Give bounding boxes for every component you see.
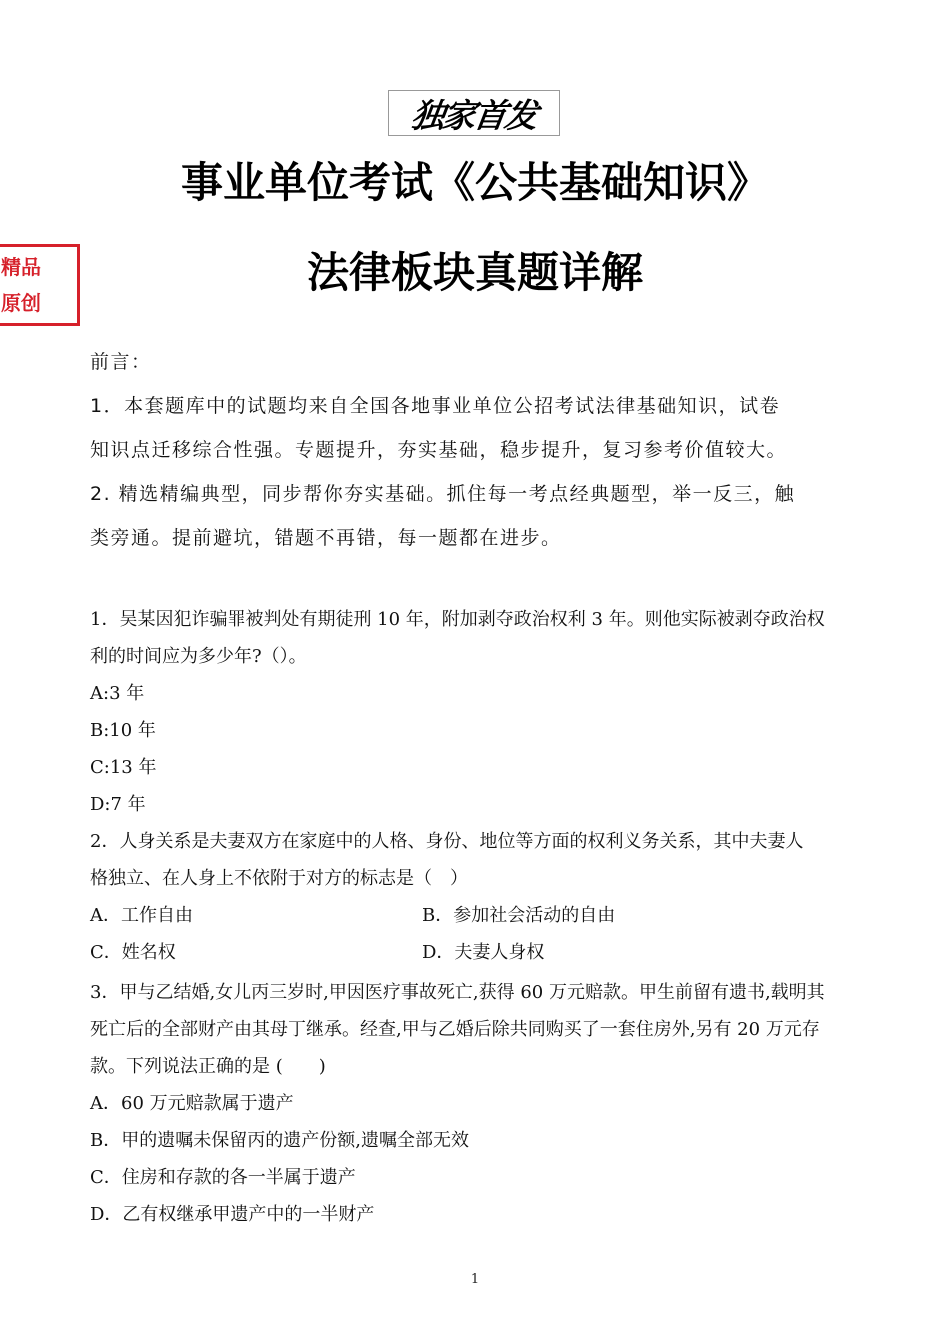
question-stem: 1．吴某因犯诈骗罪被判处有期徒刑 10 年，附加剥夺政治权利 3 年。则他实际被剥夺政治权 <box>90 609 825 630</box>
preface-paragraph-1a: 1．本套题库中的试题均来自全国各地事业单位公招考试法律基础知识，试卷 <box>90 395 781 417</box>
preface-heading: 前言： <box>90 351 152 373</box>
option-a: A:3 年 <box>90 683 145 704</box>
question-stem: 格独立、在人身上不依附于对方的标志是（ ） <box>90 868 468 889</box>
option-b: B．参加社会活动的自由 <box>422 905 616 926</box>
option-row <box>90 897 860 934</box>
question-stem: 款。下列说法正确的是 ( ) <box>90 1056 326 1077</box>
document-title: 事业单位考试《公共基础知识》 <box>180 158 769 207</box>
option-c: C．姓名权 <box>90 942 176 963</box>
option-b: B:10 年 <box>90 720 156 741</box>
option-c: C:13 年 <box>90 757 157 778</box>
question-stem: 利的时间应为多少年?（）。 <box>90 646 307 667</box>
preface-paragraph-2b: 类旁通。提前避坑，错题不再错，每一题都在进步。 <box>90 527 562 549</box>
question-stem: 3．甲与乙结婚,女儿丙三岁时,甲因医疗事故死亡,获得 60 万元赔款。甲生前留有遗书,载明其 <box>90 982 825 1003</box>
question-stem: 死亡后的全部财产由其母丁继承。经查,甲与乙婚后除共同购买了一套住房外,另有 20 万元存 <box>90 1019 820 1040</box>
question-3 <box>90 974 860 1233</box>
option-d: D．乙有权继承甲遗产中的一半财产 <box>90 1204 375 1225</box>
option-d: D．夫妻人身权 <box>422 942 545 963</box>
preface-paragraph-2a: 2. 精选精编典型，同步帮你夯实基础。抓住每一考点经典题型，举一反三，触 <box>90 483 796 505</box>
option-b: B．甲的遗嘱未保留丙的遗产份额,遗嘱全部无效 <box>90 1130 469 1151</box>
option-a: A．60 万元赔款属于遗产 <box>90 1093 294 1114</box>
exclusive-logo <box>388 90 560 136</box>
option-a: A．工作自由 <box>90 905 193 926</box>
option-row <box>90 934 860 971</box>
question-stem: 2．人身关系是夫妻双方在家庭中的人格、身份、地位等方面的权利义务关系，其中夫妻人 <box>90 831 804 852</box>
logo-text: 独家首发 <box>408 95 539 135</box>
preface-paragraph-1b: 知识点迁移综合性强。专题提升，夯实基础，稳步提升，复习参考价值较大。 <box>90 439 788 461</box>
question-1 <box>90 601 860 823</box>
option-c: C．住房和存款的各一半属于遗产 <box>90 1167 356 1188</box>
stamp-line-1: 精品 <box>1 255 41 279</box>
document-subtitle: 法律板块真题详解 <box>306 248 643 297</box>
preface-section <box>90 340 860 560</box>
option-d: D:7 年 <box>90 794 146 815</box>
quality-stamp <box>0 244 80 326</box>
stamp-line-2: 原创 <box>1 291 41 315</box>
page-number: 1 <box>470 1272 480 1287</box>
question-2 <box>90 823 860 971</box>
